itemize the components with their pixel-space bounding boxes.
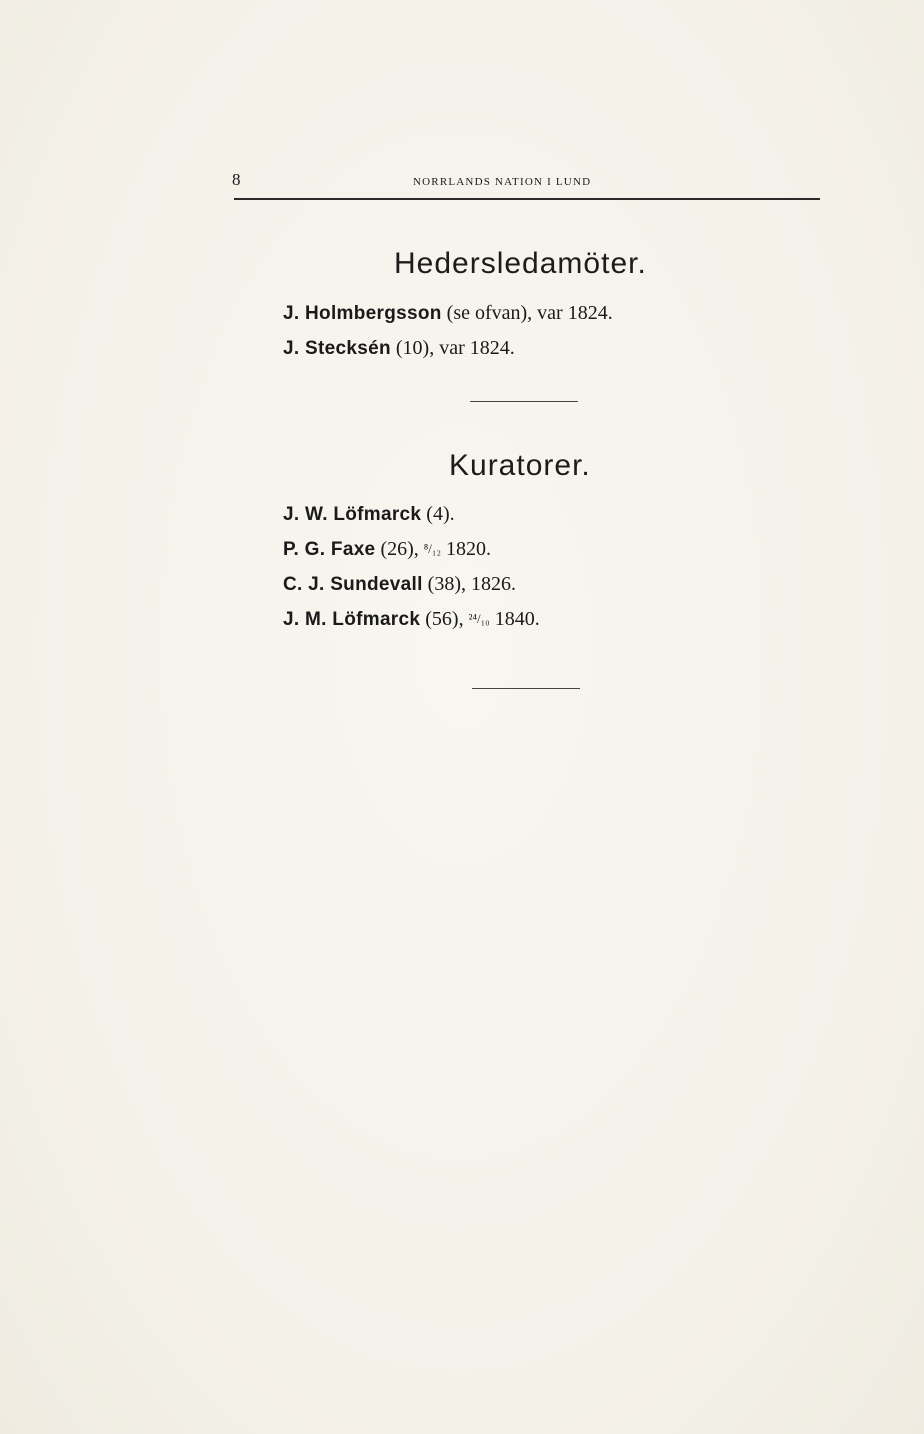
entry-name: C. J. Sundevall [283, 574, 423, 595]
entry-detail: (26), [380, 538, 419, 560]
honorary-entry [283, 337, 515, 360]
entry-detail: (10), var 1824. [395, 337, 515, 359]
section-divider [472, 688, 580, 689]
entry-name: J. M. Löfmarck [283, 609, 421, 630]
honorary-members-heading: Hedersledamöter. [394, 247, 647, 280]
entry-detail: (56), [425, 608, 464, 630]
entry-year: 1820. [445, 538, 491, 560]
curator-entry [283, 608, 540, 631]
curator-entry [283, 573, 516, 596]
entry-detail: (38), 1826. [427, 573, 516, 595]
header-rule [234, 198, 820, 200]
entry-name: J. Holmbergsson [283, 303, 442, 324]
entry-year: 1840. [494, 608, 540, 630]
page-number: 8 [232, 170, 241, 189]
entry-name: J. Stecksén [283, 338, 391, 359]
page-header [232, 170, 820, 192]
entry-detail: (se ofvan), var 1824. [446, 302, 613, 324]
entry-name: J. W. Löfmarck [283, 504, 422, 525]
entry-detail: (4). [426, 503, 455, 525]
curators-heading: Kuratorer. [449, 449, 591, 482]
running-head: NORRLANDS NATION I LUND [413, 176, 592, 188]
entry-name: P. G. Faxe [283, 539, 376, 560]
entry-date-fraction: ²⁴/₁₀ [468, 611, 490, 626]
curator-entry [283, 503, 455, 526]
honorary-entry [283, 302, 613, 325]
section-divider [470, 401, 578, 402]
entry-date-fraction: ⁸/₁₂ [423, 541, 441, 556]
curator-entry [283, 538, 491, 561]
